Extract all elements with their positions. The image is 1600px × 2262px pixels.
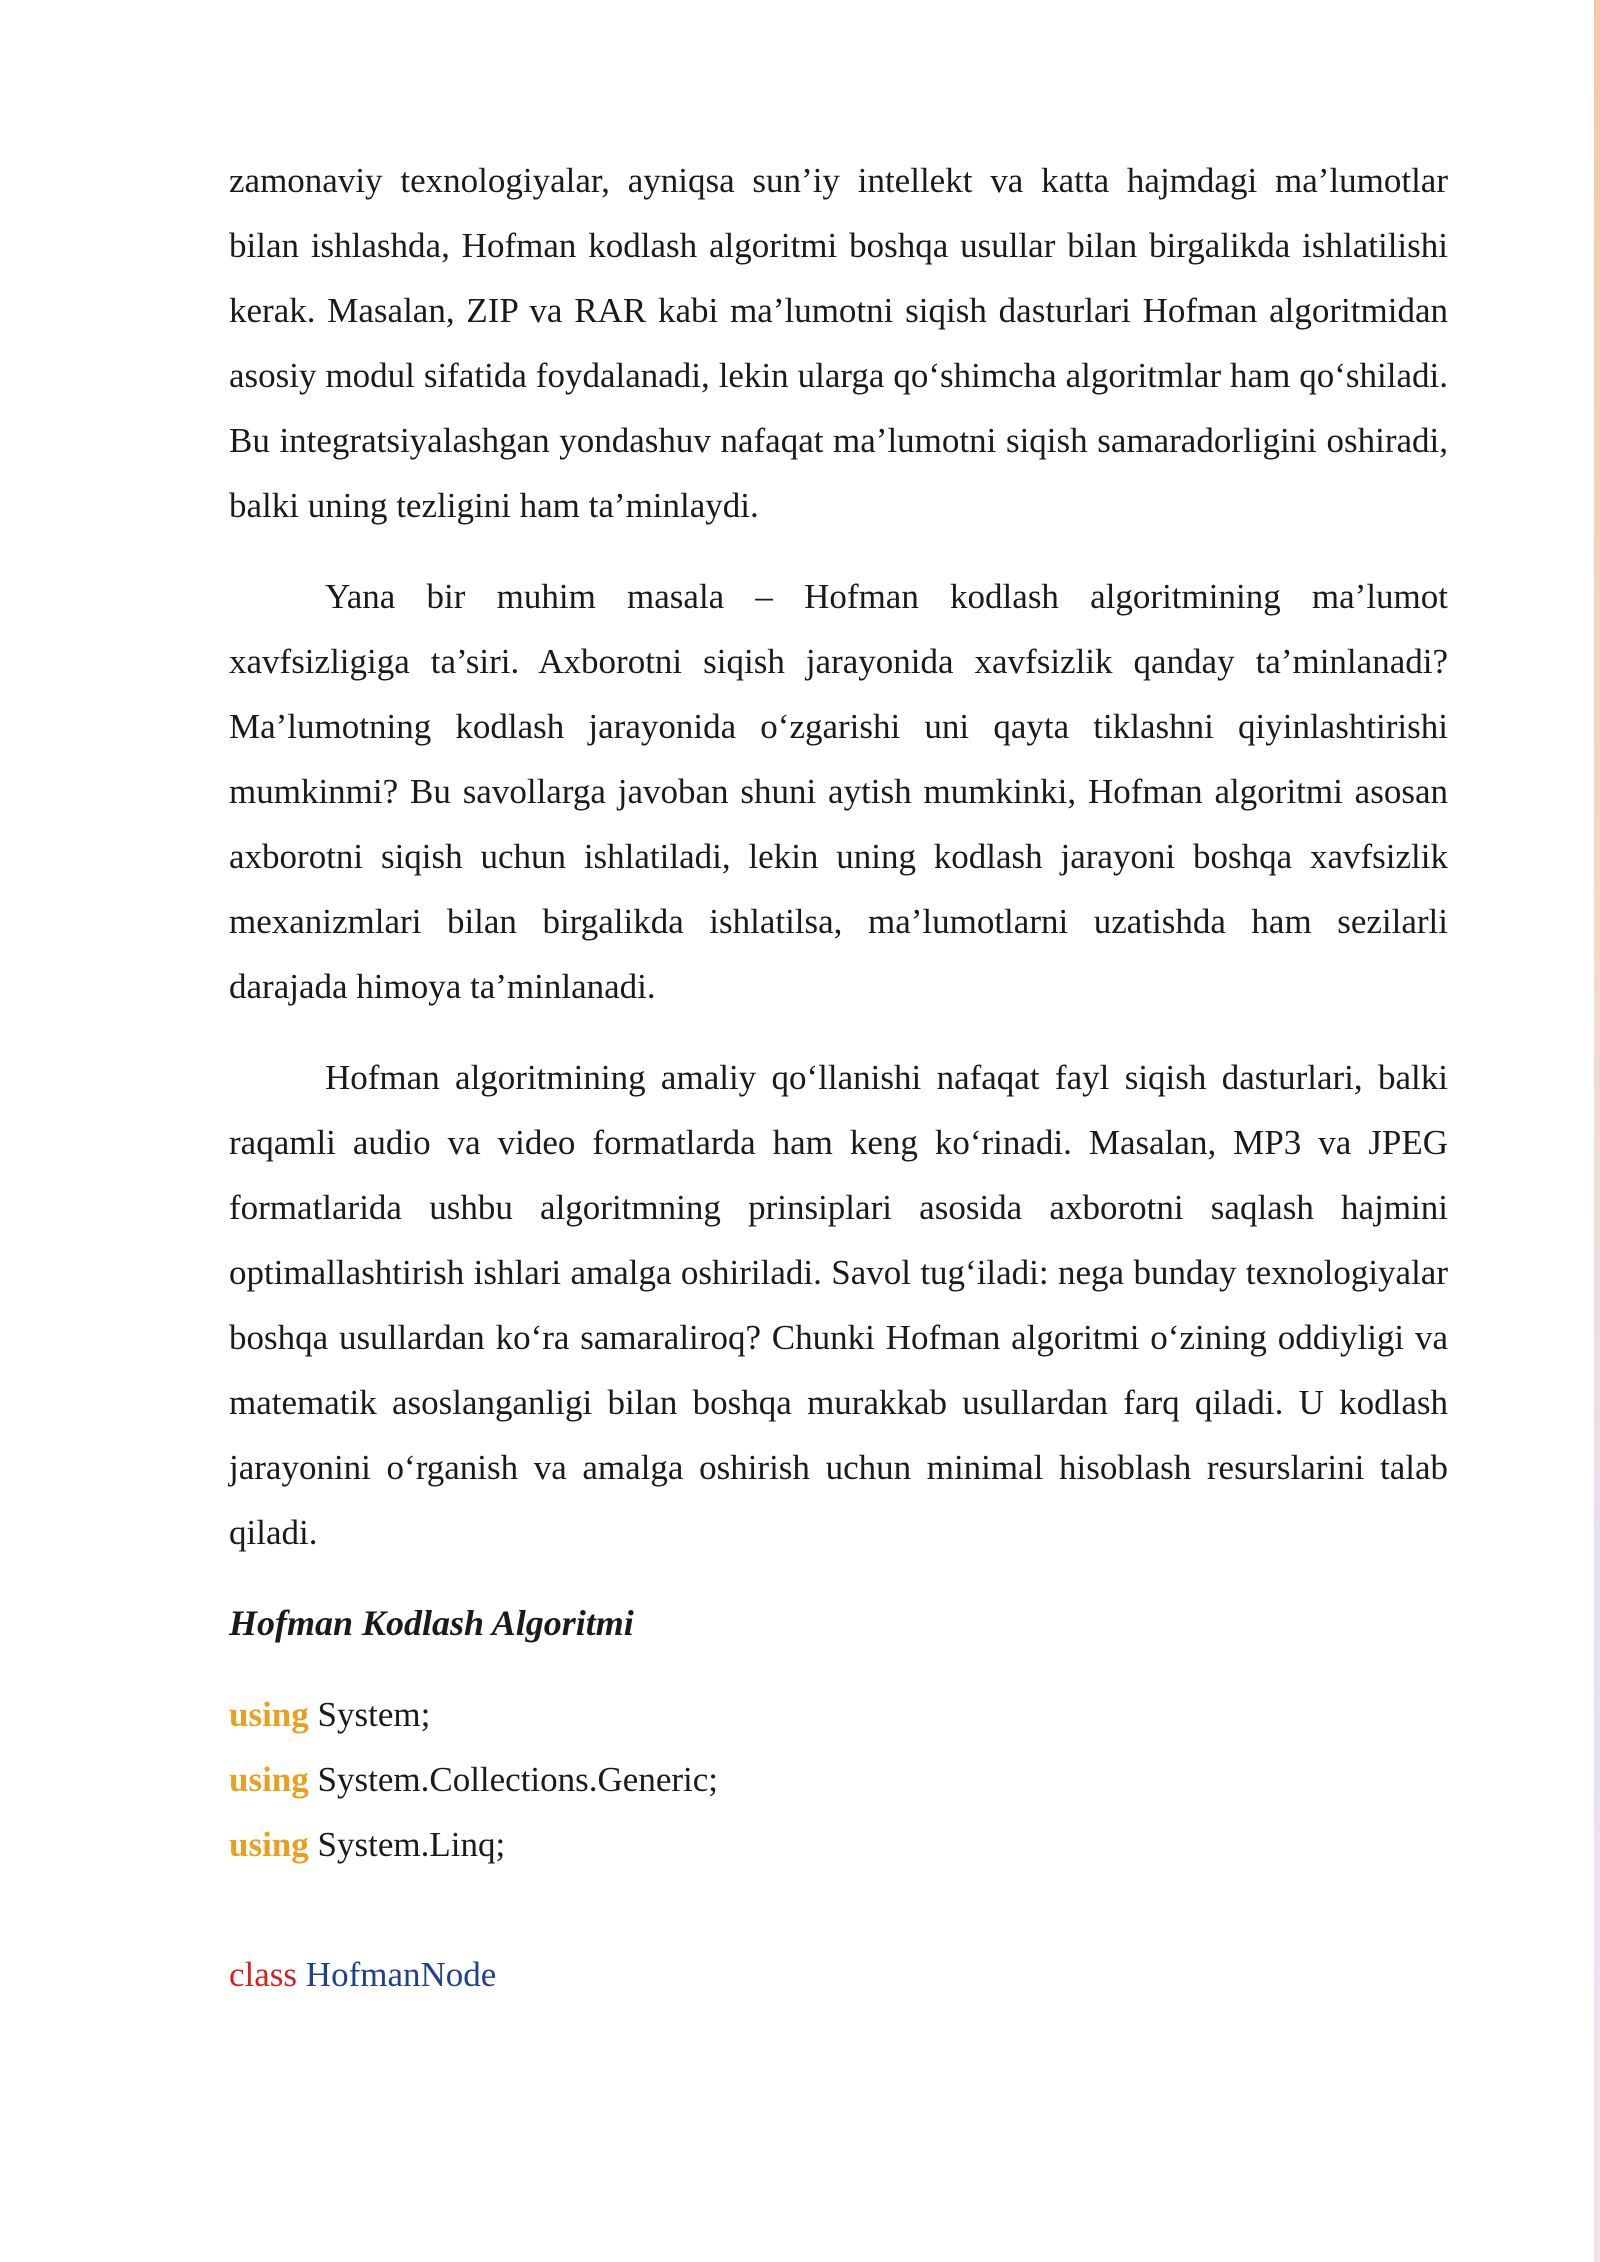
document-content xyxy=(229,148,1448,2007)
code-line-using-2 xyxy=(229,1747,1448,1812)
code-blank-line xyxy=(229,1877,1448,1942)
paragraph-2: Yana bir muhim masala – Hofman kodlash algoritmining ma’lumot xavfsizligiga ta’siri. Axborotni siqish jarayonida xavfsizlik qanday ta’minlanadi? Ma’lumotning kodlash jarayonida o‘zgarishi uni qayta tiklashni qiyinlashtirishi mumkinmi? Bu savollarga javoban shuni aytish mumkinki, Hofman algoritmi asosan axborotni siqish uchun ishlatiladi, lekin uning kodlash jarayoni boshqa xavfsizlik mexanizmlari bilan birgalikda ishlatilsa, ma’lumotlarni uzatishda ham sezilarli darajada himoya ta’minlanadi. xyxy=(229,577,1448,1006)
namespace-name: System; xyxy=(317,1695,431,1734)
code-line-class xyxy=(229,1942,1448,2007)
code-block xyxy=(229,1682,1448,2007)
class-name: HofmanNode xyxy=(305,1955,497,1994)
namespace-name: System.Collections.Generic; xyxy=(317,1760,719,1799)
namespace-name: System.Linq; xyxy=(317,1825,506,1864)
section-heading: Hofman Kodlash Algoritmi xyxy=(229,1603,634,1643)
page-edge-decoration xyxy=(1594,0,1600,2262)
paragraph-3: Hofman algoritmining amaliy qo‘llanishi nafaqat fayl siqish dasturlari, balki raqamli audio va video formatlarda ham keng ko‘rinadi. Masalan, MP3 va JPEG formatlarida ushbu algoritmning prinsiplari asosida axborotni saqlash hajmini optimallashtirish ishlari amalga oshiriladi. Savol tug‘iladi: nega bunday texnologiyalar boshqa usullardan ko‘ra samaraliroq? Chunki Hofman algoritmi o‘zining oddiyligi va matematik asoslanganligi bilan boshqa murakkab usullardan farq qiladi. U kodlash jarayonini o‘rganish va amalga oshirish uchun minimal hisoblash resurslarini talab qiladi. xyxy=(229,1058,1448,1552)
keyword-using: using xyxy=(229,1825,309,1864)
code-line-using-3 xyxy=(229,1812,1448,1877)
code-line-using-1 xyxy=(229,1682,1448,1747)
paragraph-1: zamonaviy texnologiyalar, ayniqsa sun’iy intellekt va katta hajmdagi ma’lumotlar bilan ishlashda, Hofman kodlash algoritmi boshqa usullar bilan birgalikda ishlatilishi kerak. Masalan, ZIP va RAR kabi ma’lumotni siqish dasturlari Hofman algoritmidan asosiy modul sifatida foydalanadi, lekin ularga qo‘shimcha algoritmlar ham qo‘shiladi. Bu integratsiyalashgan yondashuv nafaqat ma’lumotni siqish samaradorligini oshiradi, balki uning tezligini ham ta’minlaydi. xyxy=(229,161,1448,525)
keyword-using: using xyxy=(229,1760,309,1799)
keyword-using: using xyxy=(229,1695,309,1734)
keyword-class: class xyxy=(229,1955,298,1994)
